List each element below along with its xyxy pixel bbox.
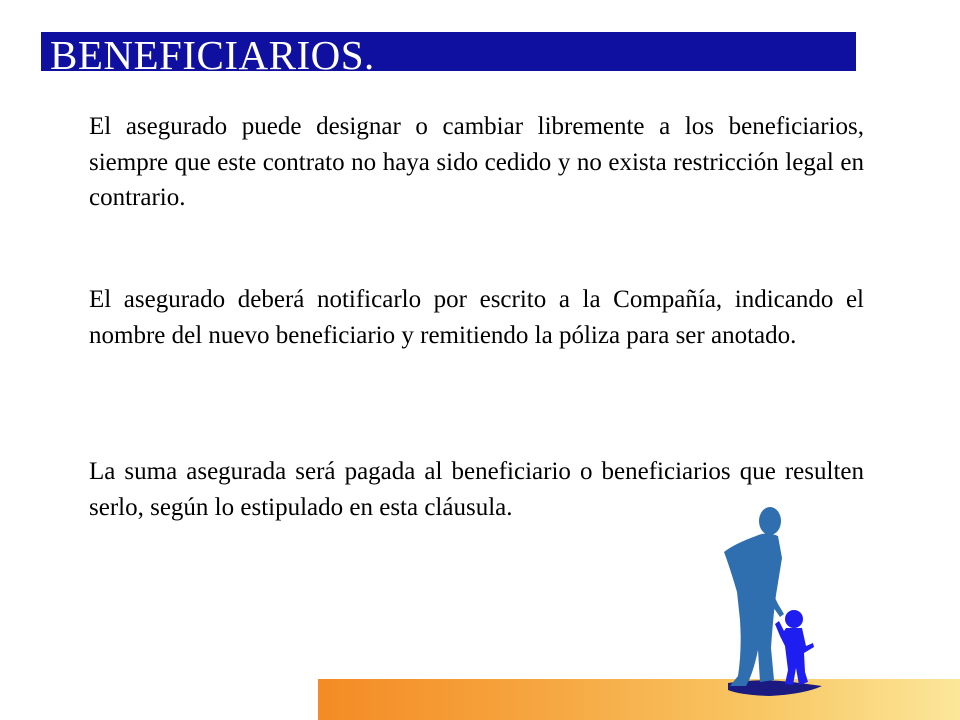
child-head [785, 610, 803, 628]
adult-body [724, 534, 782, 687]
paragraph-designation: El asegurado puede designar o cambiar libremente a los beneficiarios, siempre que este contrato no haya sido cedido y no exista restricción legal en contrario. [89, 113, 864, 211]
child-body [775, 621, 814, 685]
paragraph-payment: La suma asegurada será pagada al beneficiario o beneficiarios que resulten serlo, según lo estipulado en esta cláusula. [89, 458, 864, 521]
parent-and-child-silhouette-icon [700, 500, 840, 700]
title-bar [41, 32, 856, 71]
decorative-gradient-bar [318, 679, 960, 720]
adult-head [759, 507, 781, 535]
slide-title: BENEFICIARIOS. [50, 32, 375, 71]
paragraph-notification: El asegurado deberá notificarlo por escrito a la Compañía, indicando el nombre del nuevo beneficiario y remitiendo la póliza para ser anotado. [89, 286, 864, 349]
